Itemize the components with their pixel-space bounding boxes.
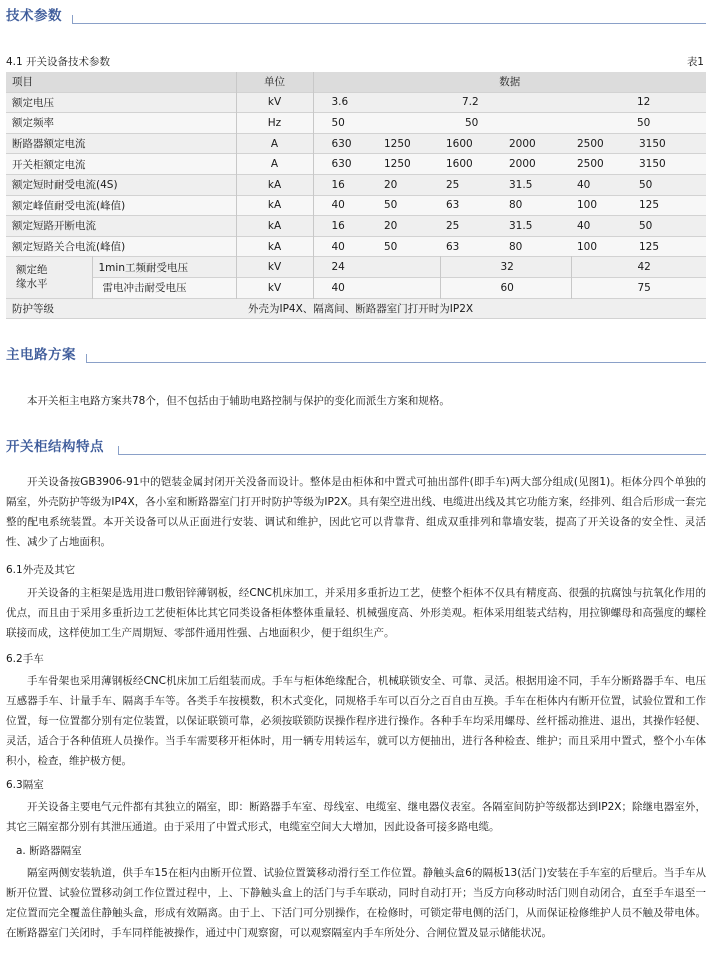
cell: 20 bbox=[384, 219, 398, 232]
row-item: 额定短路关合电流(峰值) bbox=[12, 241, 126, 254]
subsection-title-6-3: 6.3隔室 bbox=[6, 779, 44, 791]
heading-tick bbox=[86, 354, 87, 362]
cell: 75 bbox=[637, 281, 651, 294]
cell: 80 bbox=[509, 240, 523, 253]
header-unit: 单位 bbox=[236, 72, 313, 92]
row-item: 额定短时耐受电流(4S) bbox=[12, 179, 118, 192]
cell: 50 bbox=[639, 219, 653, 232]
table-row bbox=[6, 133, 706, 154]
cell: 50 bbox=[639, 178, 653, 191]
cell: 3150 bbox=[639, 137, 666, 150]
cell: 63 bbox=[446, 199, 460, 212]
cell: 16 bbox=[331, 219, 345, 232]
subsection-title-6-2: 6.2手车 bbox=[6, 653, 44, 665]
table-row bbox=[6, 92, 706, 113]
cell: 50 bbox=[637, 116, 651, 129]
row-value: 外壳为IP4X、隔离间、断路器室门打开时为IP2X bbox=[248, 302, 474, 315]
table-row bbox=[6, 298, 706, 319]
row-item: 额定频率 bbox=[12, 117, 54, 130]
cell: 630 bbox=[331, 137, 352, 150]
cell: 125 bbox=[639, 199, 660, 212]
cell: 125 bbox=[639, 240, 660, 253]
row-item: 额定短路开断电流 bbox=[12, 220, 96, 233]
cell: 42 bbox=[637, 261, 651, 274]
row-unit: kV bbox=[236, 92, 313, 113]
header-data: 数据 bbox=[313, 72, 706, 92]
table-row bbox=[6, 195, 706, 216]
section-heading-tech-params bbox=[6, 4, 706, 26]
insulation-group-line2: 缘水平 bbox=[16, 278, 48, 291]
cell: 7.2 bbox=[462, 96, 479, 109]
cell: 50 bbox=[331, 116, 345, 129]
row-unit: A bbox=[236, 133, 313, 154]
table-number: 表1 bbox=[686, 56, 704, 68]
row-unit: kA bbox=[236, 216, 313, 237]
cell: 20 bbox=[384, 178, 398, 191]
subsection-a-paragraph: 隔室两侧安装轨道，供手车15在柜内由断开位置、试验位置簧移动滑行至工作位置。静触头盒6的隔板13(活门)安装在手车室的后壁后。当手车从断开位置、试验位置移动剑工作位置过程中，上、下静触头盒上的活门与手车联动，同时自动打开；当反方向移动时活门则自动闭合，直至手车退至一定位置而完全覆盖住静触头盒，形成有效隔离。由于上、下活门可分别操作，在检修时，可锁定带电侧的活门，从而保证检修维护人员不触及带电体。在断路器室门关闭时，手车同样能被操作，通过中门观察窗，可以观察隔室内手车所处分、合闸位置及显示储能状况。 bbox=[6, 867, 706, 939]
structure-intro-paragraph: 开关设备按GB3906-91中的铠装金属封闭开关没备而设计。整体是由柜体和中置式可抽出部件(即手车)两大部分组成(见图1)。柜体分四个单独的隔室，外壳防护等级为IP4X，各小室和断路器室门打开时防护等级为IP2X。具有架空进出线、电缆进出线及其它功能方案，经排列、组合后形成一套完整的配电系统装置。本开关设备可以从正面进行安装、调试和维护，因此它可以背靠背、组成双重排列和靠墙安装，提高了开关设备的安全性、灵活性、减少了占地面积。 bbox=[6, 476, 706, 548]
spec-table bbox=[6, 72, 706, 319]
row-unit: kA bbox=[236, 195, 313, 216]
cell: 2000 bbox=[509, 158, 536, 171]
row-item: 额定电压 bbox=[12, 96, 54, 109]
cell: 3.6 bbox=[331, 96, 349, 109]
cell: 80 bbox=[509, 199, 523, 212]
row-item: 断路器额定电流 bbox=[12, 138, 86, 151]
cell: 31.5 bbox=[509, 219, 533, 232]
cell: 31.5 bbox=[509, 178, 533, 191]
table-row bbox=[6, 174, 706, 195]
cell: 3150 bbox=[639, 158, 666, 171]
cell: 40 bbox=[331, 199, 345, 212]
subsection-6-3-paragraph: 开关设备主要电气元件都有其独立的隔室，即：断路器手车室、母线室、电缆室、继电器仪表室。各隔室间防护等级都达到IP2X；除继电器室外，其它三隔室都分别有其泄压通道。由于采用了中置式形式，电缆室空间大大增加，因此设备可接多路电缆。 bbox=[6, 801, 706, 833]
subsection-6-2-paragraph: 手车骨架也采用薄钢板经CNC机床加工后组装而成。手车与柜体绝缘配合，机械联锁安全、可靠、灵活。根据用途不同，手车分断路器手车、电压互感器手车、计量手车、隔离手车等。各类手车按模数，积木式变化，同规格手车可以百分之百自由互换。手车在柜体内有断开位置，试验位置和工作位置，每一位置都分别有定位装置，以保证联锁可靠，必须按联锁防误操作程序进行操作。各种手车均采用螺母、丝杆摇动推进、退出，其操作轻便、灵活，适合于各种值班人员操作。当手车需要移开柜体时，用一辆专用转运车，就可以方便抽出，进行各种检查、维护；而且采用中置式，整个小车体积小，检查，维护极方便。 bbox=[6, 675, 706, 767]
table-row bbox=[6, 216, 706, 237]
cell: 40 bbox=[313, 277, 440, 298]
cell: 1250 bbox=[384, 158, 411, 171]
cell: 32 bbox=[440, 257, 571, 278]
section-title: 主电路方案 bbox=[6, 347, 76, 363]
cell: 50 bbox=[384, 240, 398, 253]
row-item: 额定峰值耐受电流(峰值) bbox=[12, 199, 126, 212]
table-row bbox=[6, 236, 706, 257]
subsection-title-6-1: 6.1外壳及其它 bbox=[6, 564, 76, 576]
table-row bbox=[6, 257, 706, 278]
cell: 40 bbox=[577, 219, 591, 232]
cell: 40 bbox=[331, 240, 345, 253]
table-row bbox=[6, 154, 706, 175]
table-header-row bbox=[6, 72, 706, 92]
row-unit: Hz bbox=[236, 113, 313, 134]
cell: 25 bbox=[446, 219, 460, 232]
cell: 2500 bbox=[577, 158, 604, 171]
cell: 630 bbox=[331, 158, 352, 171]
main-circuit-paragraph: 本开关柜主电路方案共78个，但不包括由于辅助电路控制与保护的变化而派生方案和规格。 bbox=[27, 395, 450, 407]
row-unit: kV bbox=[236, 277, 313, 298]
heading-underline bbox=[72, 23, 706, 24]
cell: 50 bbox=[465, 116, 479, 129]
subsection-title-a: a. 断路器隔室 bbox=[16, 845, 82, 857]
section-heading-main-circuit bbox=[6, 343, 706, 365]
cell: 1600 bbox=[446, 137, 473, 150]
section-title: 开关柜结构特点 bbox=[6, 439, 104, 455]
row-item: 防护等级 bbox=[12, 302, 54, 315]
row-unit: kV bbox=[236, 257, 313, 278]
row-item: 1min工频耐受电压 bbox=[92, 257, 236, 278]
cell: 1250 bbox=[384, 137, 411, 150]
table-caption-row bbox=[6, 54, 706, 68]
insulation-group-line1: 额定绝 bbox=[16, 264, 48, 277]
insulation-group-label bbox=[6, 257, 92, 298]
section-heading-structure bbox=[6, 435, 706, 457]
row-unit: kA bbox=[236, 236, 313, 257]
subsection-6-1-paragraph: 开关设备的主柜架是选用进口敷铝锌薄钢板，经CNC机床加工，并采用多重折边工艺，使整个柜体不仅具有精度高、很强的抗腐蚀与抗氧化作用的优点，而且由于采用多重折边工艺使柜体比其它同类设备柜体整体重量轻、机械强度高、外形美观。柜体采用组装式结构，用拉铆螺母和高强度的螺栓联接而成，这样使加工生产周期短、零部件通用性强、占地面积少，便于组织生产。 bbox=[6, 587, 706, 639]
cell: 50 bbox=[384, 199, 398, 212]
row-unit: A bbox=[236, 154, 313, 175]
cell: 16 bbox=[331, 178, 345, 191]
cell: 40 bbox=[577, 178, 591, 191]
cell: 2000 bbox=[509, 137, 536, 150]
cell: 12 bbox=[637, 96, 651, 109]
cell: 60 bbox=[440, 277, 571, 298]
row-item: 雷电冲击耐受电压 bbox=[92, 277, 236, 298]
heading-underline bbox=[86, 362, 706, 363]
cell: 2500 bbox=[577, 137, 604, 150]
cell: 24 bbox=[313, 257, 440, 278]
cell: 25 bbox=[446, 178, 460, 191]
heading-underline bbox=[118, 454, 706, 455]
cell: 100 bbox=[577, 199, 598, 212]
table-row bbox=[6, 277, 706, 298]
header-item: 项目 bbox=[6, 72, 236, 92]
heading-tick bbox=[72, 15, 73, 23]
section-title: 技术参数 bbox=[6, 8, 62, 24]
heading-tick bbox=[118, 446, 119, 454]
cell: 100 bbox=[577, 240, 598, 253]
table-caption: 4.1 开关设备技术参数 bbox=[6, 56, 111, 68]
cell: 1600 bbox=[446, 158, 473, 171]
cell: 63 bbox=[446, 240, 460, 253]
table-row bbox=[6, 113, 706, 134]
row-unit: kA bbox=[236, 174, 313, 195]
row-item: 开关柜额定电流 bbox=[12, 158, 86, 171]
